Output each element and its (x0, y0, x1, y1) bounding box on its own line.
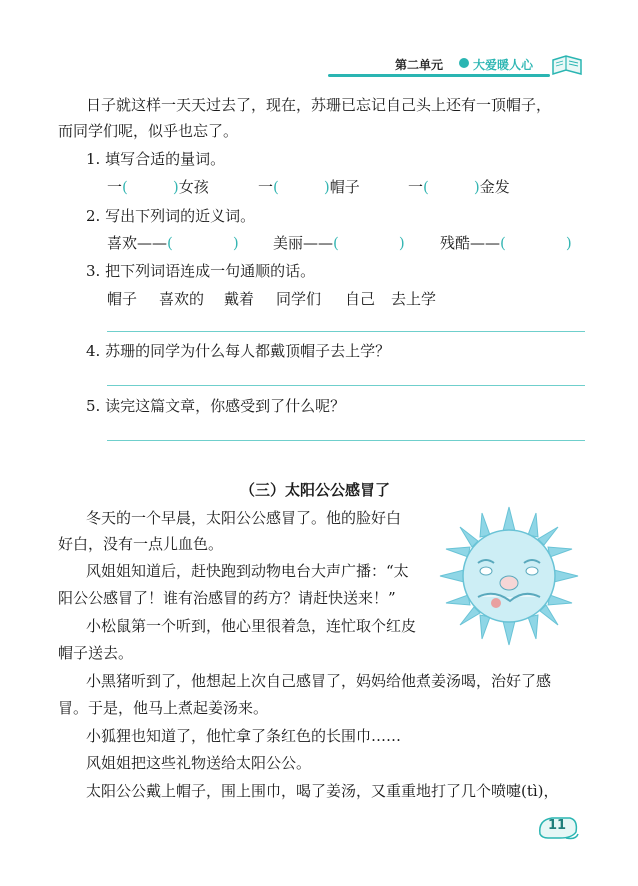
sick-sun-illustration (438, 505, 580, 647)
q2-item (273, 233, 405, 253)
story-line: 帽子送去。 (58, 644, 134, 662)
word-chip: 同学们 (276, 290, 322, 308)
answer-blank[interactable]: ( ) (423, 178, 480, 196)
q1-item (107, 177, 209, 197)
word-chip: 喜欢的 (159, 290, 205, 308)
q1-item-prefix: 一 (107, 178, 123, 196)
q1-item (258, 177, 360, 197)
book-icon (550, 52, 584, 78)
story-line: 阳公公感冒了！谁有治感冒的药方？请赶快送来！” (58, 589, 396, 607)
story-line: 太阳公公戴上帽子，围上围巾，喝了姜汤，又重重地打了几个喷嚏(tì)， (86, 782, 559, 800)
story-line: 好白，没有一点儿血色。 (58, 535, 224, 553)
story-line: 小黑猪听到了，他想起上次自己感冒了，妈妈给他煮姜汤喝，治好了感 (86, 672, 552, 690)
word-chip: 去上学 (391, 290, 437, 308)
story-line: 冒。于是，他马上煮起姜汤来。 (58, 699, 269, 717)
header-dot-icon (459, 58, 469, 68)
question-1-label: 1. 填写合适的量词。 (86, 150, 226, 168)
word-chip: 帽子 (107, 290, 138, 308)
question-3-label: 3. 把下列词语连成一句通顺的话。 (86, 262, 316, 280)
answer-blank[interactable]: ( ) (273, 178, 330, 196)
q2-item-word: 美丽—— (273, 234, 334, 252)
unit-label: 第二单元 (395, 58, 444, 72)
q2-item (440, 233, 572, 253)
q2-item-word: 喜欢—— (107, 234, 168, 252)
q5-answer-line[interactable] (107, 440, 585, 441)
q2-item (107, 233, 239, 253)
story-line: 小松鼠第一个听到，他心里很着急，连忙取个红皮 (86, 617, 417, 635)
unit-theme: 大爱暖人心 (473, 58, 534, 72)
answer-blank[interactable]: ( ) (122, 178, 179, 196)
q1-item-word: 女孩 (178, 178, 209, 196)
q2-item-word: 残酷—— (440, 234, 501, 252)
word-chip: 戴着 (224, 290, 255, 308)
story-line: 风姐姐把这些礼物送给太阳公公。 (86, 754, 312, 772)
story-line: 冬天的一个早晨，太阳公公感冒了。他的脸好白 (86, 509, 402, 527)
q1-item-prefix: 一 (258, 178, 274, 196)
q1-item-word: 金发 (479, 178, 510, 196)
question-5-label: 5. 读完这篇文章，你感受到了什么呢？ (86, 397, 346, 415)
q1-item (408, 177, 510, 197)
q1-item-prefix: 一 (408, 178, 424, 196)
answer-blank[interactable]: ( ) (167, 234, 239, 252)
page-number: 11 (548, 818, 567, 833)
question-2-label: 2. 写出下列词的近义词。 (86, 207, 256, 225)
story-paragraph-line: 而同学们呢，似乎也忘了。 (58, 122, 239, 140)
q4-answer-line[interactable] (107, 385, 585, 386)
answer-blank[interactable]: ( ) (333, 234, 405, 252)
story-paragraph-line: 日子就这样一天天过去了，现在，苏珊已忘记自己头上还有一顶帽子， (86, 96, 552, 114)
story-line: 风姐姐知道后，赶快跑到动物电台大声广播：“太 (86, 562, 409, 580)
story-line: 小狐狸也知道了，他忙拿了条红色的长围巾…… (86, 727, 402, 745)
word-chip: 自己 (345, 290, 376, 308)
question-4-label: 4. 苏珊的同学为什么每人都戴顶帽子去上学？ (86, 342, 391, 360)
section-title: （三）太阳公公感冒了 (240, 481, 391, 499)
q3-answer-line[interactable] (107, 331, 585, 332)
header-rule (328, 74, 550, 77)
q1-item-word: 帽子 (329, 178, 360, 196)
answer-blank[interactable]: ( ) (500, 234, 572, 252)
